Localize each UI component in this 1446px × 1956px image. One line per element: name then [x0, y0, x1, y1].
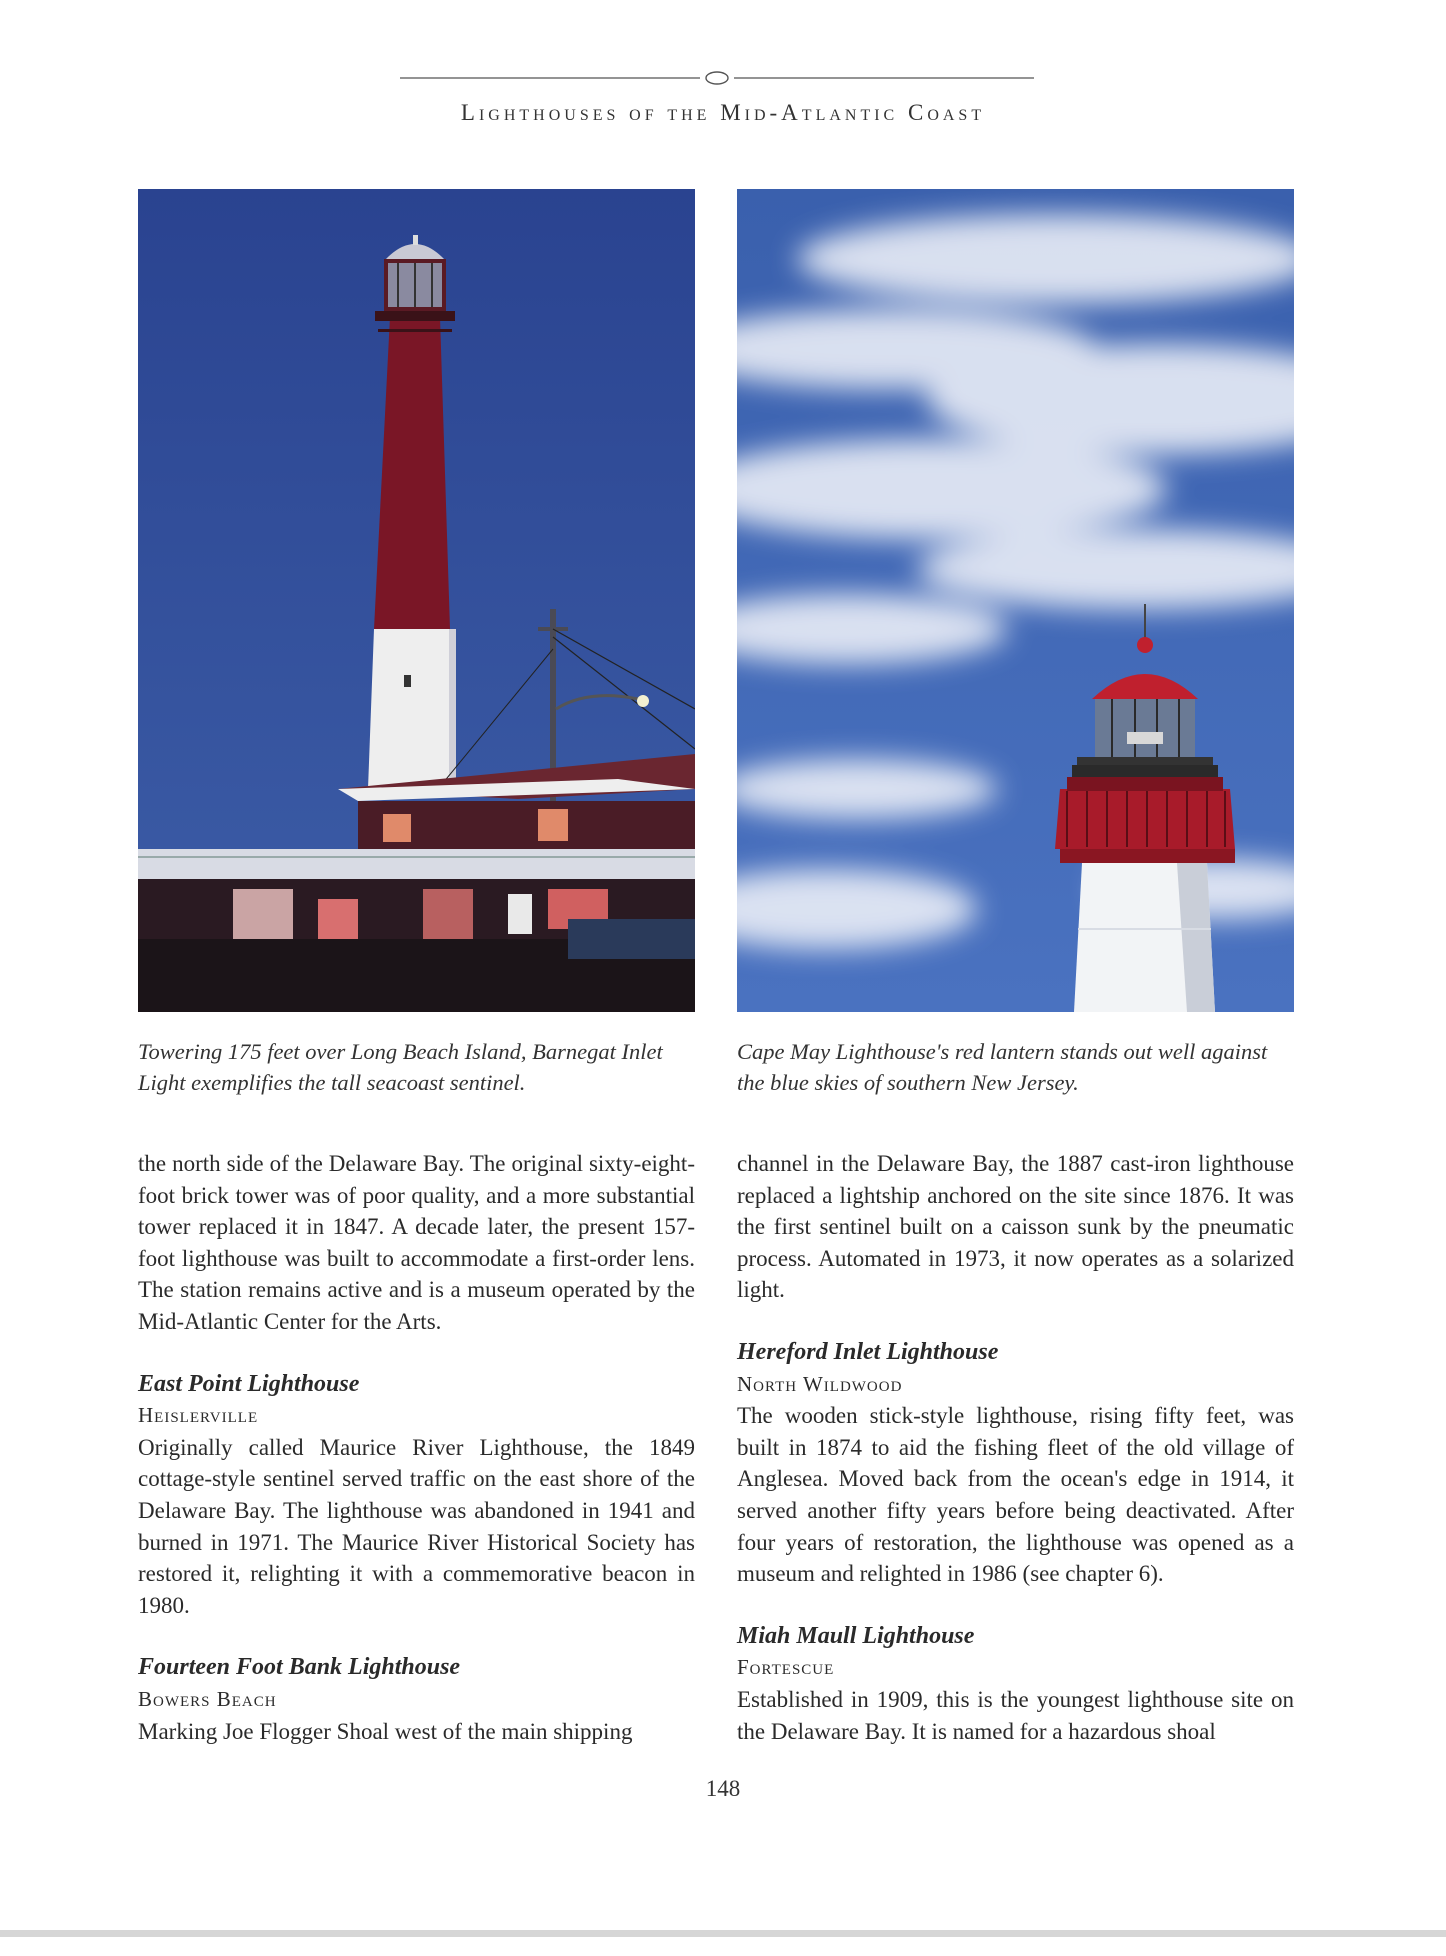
entry-text: Marking Joe Flogger Shoal west of the main shipping [138, 1718, 633, 1744]
entry-location: Heislerville [138, 1403, 259, 1428]
entry-text: Established in 1909, this is the youngest lighthouse site on the Delaware Bay. It is named for a hazardous shoal [737, 1686, 1294, 1744]
entry-title: East Point Lighthouse [138, 1370, 360, 1397]
barnegat-lighthouse-photo [138, 189, 695, 1012]
continued-paragraph: the north side of the Delaware Bay. The original sixty-eight-foot brick tower was of poor quality, and a more substantial tower replaced it in 1847. A decade later, the present 157-foot lighthouse was built to accommodate a first-order lens. The station remains active and is a museum operated by the Mid-Atlantic Center for the Arts. [138, 1151, 695, 1334]
page-bottom-divider [0, 1930, 1446, 1937]
lighthouse-entry [737, 1621, 1294, 1747]
entry-location: Fortescue [737, 1655, 835, 1680]
header-ornament [400, 68, 1034, 88]
lighthouse-entry [138, 1369, 695, 1622]
continued-paragraph: channel in the Delaware Bay, the 1887 cast-iron lighthouse replaced a lightship anchored on the site since 1876. It was the first sentinel built on a caisson sunk by the pneumatic process. Automated in 1973, it now operates as a solarized light. [737, 1151, 1294, 1303]
lighthouse-entry [737, 1337, 1294, 1590]
text-column-left [138, 1148, 695, 1747]
lighthouse-entry [138, 1652, 695, 1747]
entry-location: North Wildwood [737, 1371, 903, 1396]
photo-caption-left: Towering 175 feet over Long Beach Island, Barnegat Inlet Light exemplifies the tall seacoast sentinel. [138, 1039, 663, 1095]
cape-may-lighthouse-photo [737, 189, 1294, 1012]
entry-title: Miah Maull Lighthouse [737, 1622, 975, 1649]
page-number: 148 [705, 1776, 741, 1801]
entry-location: Bowers Beach [138, 1686, 277, 1711]
text-column-right [737, 1148, 1294, 1747]
running-head: Lighthouses of the Mid-Atlantic Coast [460, 100, 986, 125]
entry-text: The wooden stick-style lighthouse, rising fifty feet, was built in 1874 to aid the fishing fleet of the old village of Anglesea. Moved back from the ocean's edge in 1914, it served another fifty years before being deactivated. After four years of restoration, the lighthouse was opened as a museum and relighted in 1986 (see chapter 6). [737, 1403, 1294, 1587]
entry-title: Fourteen Foot Bank Lighthouse [138, 1654, 461, 1681]
entry-text: Originally called Maurice River Lighthouse, the 1849 cottage-style sentinel served traffic on the east shore of the Delaware Bay. The lighthouse was abandoned in 1941 and burned in 1971. The Maurice River Historical Society has restored it, relighting it with a commemorative beacon in 1980. [138, 1434, 695, 1618]
photo-caption-right: Cape May Lighthouse's red lantern stands out well against the blue skies of southern New Jersey. [737, 1039, 1268, 1095]
entry-title: Hereford Inlet Lighthouse [737, 1338, 999, 1365]
